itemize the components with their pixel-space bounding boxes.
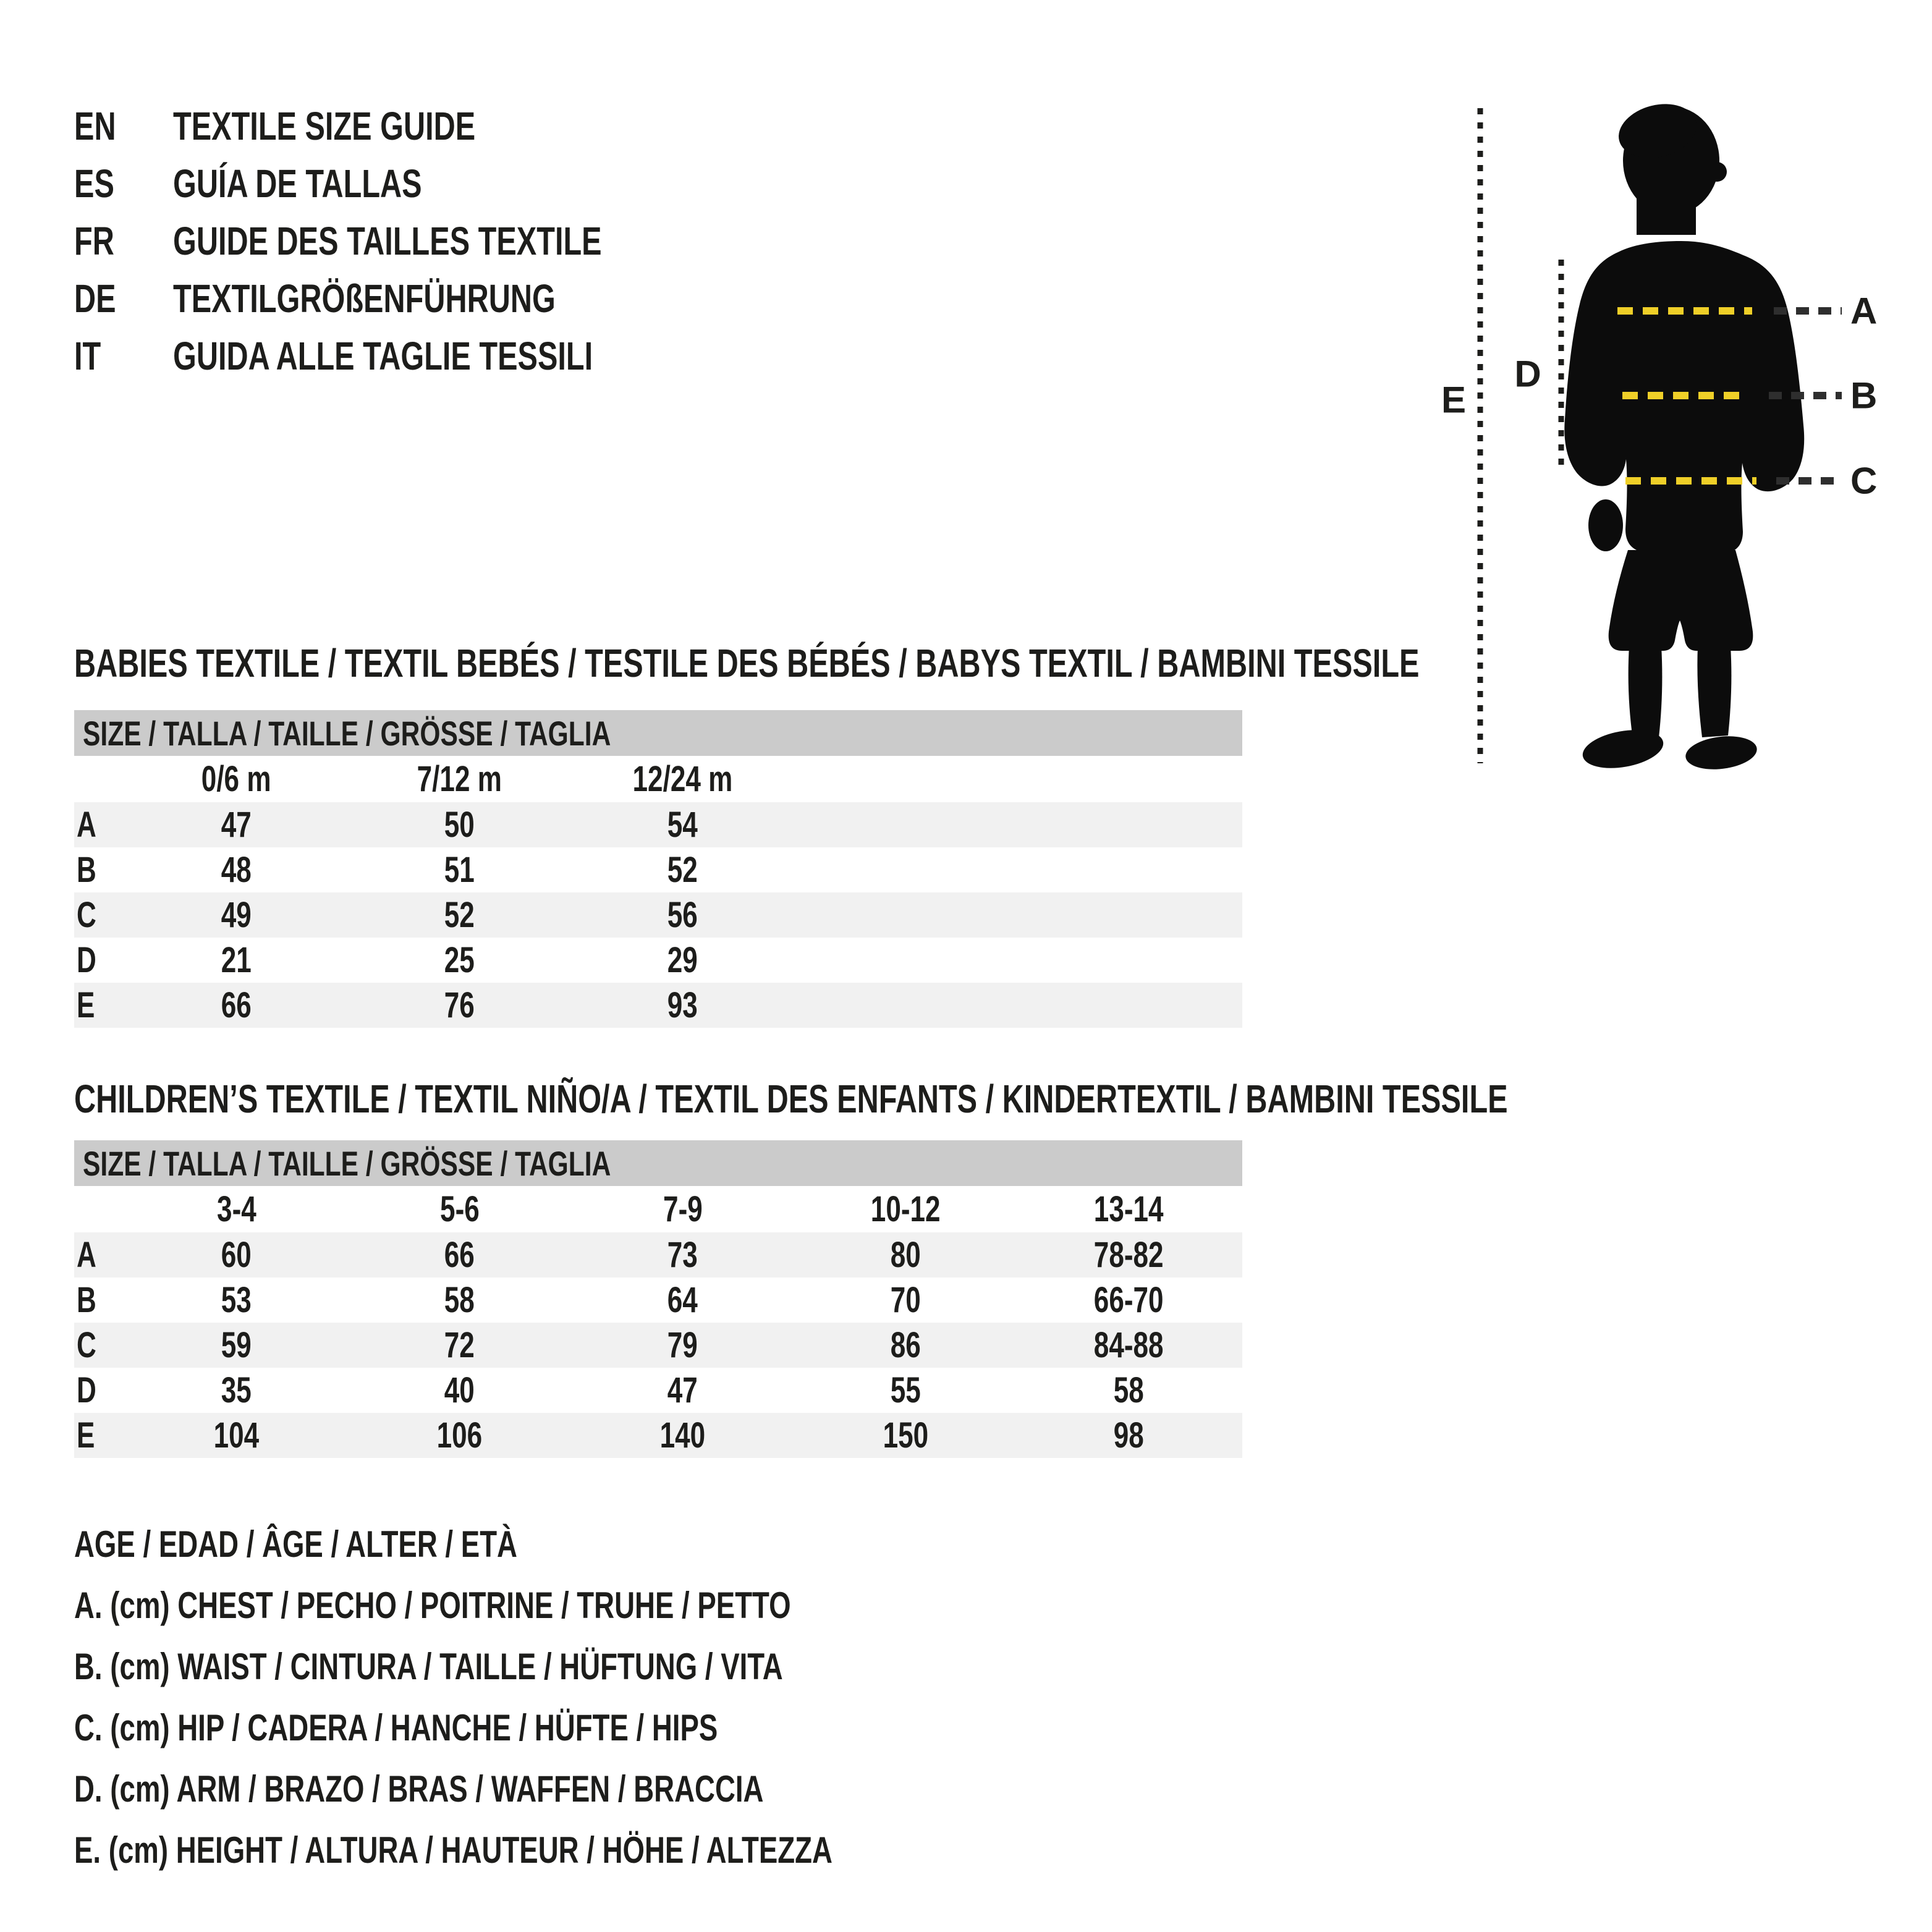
row-label: C [77, 1325, 96, 1365]
figure-label-a: A [1850, 290, 1878, 332]
language-code-en: EN [74, 103, 116, 148]
children-row-c [74, 1323, 1242, 1368]
babies-section-title: BABIES TEXTILE / TEXTIL BEBÉS / TESTILE DES BÉBÉS / BABYS TEXTIL / BAMBINI TESSILE [74, 641, 1420, 685]
table-cell: 21 [221, 940, 252, 980]
table-cell: 50 [444, 805, 475, 845]
table-cell: 40 [444, 1370, 475, 1410]
legend-line-arm: D. (cm) ARM / BRAZO / BRAS / WAFFEN / BRACCIA [74, 1768, 764, 1810]
table-cell: 29 [667, 940, 698, 980]
language-row-en [74, 97, 737, 155]
table-cell: 48 [221, 850, 252, 890]
row-label: D [77, 940, 96, 980]
row-label: C [77, 895, 96, 935]
table-cell: 66 [444, 1235, 475, 1275]
row-label: D [77, 1370, 96, 1410]
language-code-de: DE [74, 276, 116, 321]
language-row-fr [74, 212, 737, 269]
language-row-es [74, 155, 737, 212]
language-row-it [74, 327, 737, 384]
table-cell: 106 [436, 1415, 483, 1455]
babies-row-e [74, 983, 1242, 1028]
children-row-b [74, 1277, 1242, 1323]
table-cell: 66 [221, 985, 252, 1025]
babies-column-header-row [74, 756, 1242, 802]
row-label: A [77, 805, 96, 845]
babies-size-table [74, 710, 1242, 1028]
children-section-title: CHILDREN’S TEXTILE / TEXTIL NIÑO/A / TEXTIL DES ENFANTS / KINDERTEXTIL / BAMBINI TESSILE [74, 1077, 1508, 1121]
table-cell: 84-88 [1094, 1325, 1164, 1365]
title-es: GUÍA DE TALLAS [173, 161, 422, 206]
babies-column-header: 0/6 m [201, 759, 271, 799]
table-cell: 93 [667, 985, 698, 1025]
children-size-header-band: SIZE / TALLA / TAILLE / GRÖSSE / TAGLIA [74, 1140, 1242, 1186]
language-code-it: IT [74, 333, 101, 378]
table-cell: 98 [1113, 1415, 1145, 1455]
language-code-es: ES [74, 161, 114, 206]
table-cell: 49 [221, 895, 252, 935]
table-cell: 25 [444, 940, 475, 980]
language-row-de [74, 269, 737, 327]
legend-line-hip: C. (cm) HIP / CADERA / HANCHE / HÜFTE / HIPS [74, 1707, 718, 1748]
children-column-header: 5-6 [439, 1189, 480, 1229]
children-row-e [74, 1413, 1242, 1458]
babies-column-header: 7/12 m [417, 759, 502, 799]
table-cell: 79 [667, 1325, 698, 1365]
babies-row-a [74, 802, 1242, 847]
table-cell: 53 [221, 1280, 252, 1320]
figure-label-b: B [1850, 375, 1878, 417]
table-cell: 64 [667, 1280, 698, 1320]
table-cell: 55 [890, 1370, 922, 1410]
table-cell: 35 [221, 1370, 252, 1410]
table-cell: 59 [221, 1325, 252, 1365]
figure-label-c: C [1850, 460, 1878, 502]
table-cell: 73 [667, 1235, 698, 1275]
table-cell: 80 [890, 1235, 922, 1275]
table-cell: 72 [444, 1325, 475, 1365]
legend-line-age: AGE / EDAD / ÂGE / ALTER / ETÀ [74, 1523, 517, 1565]
language-code-fr: FR [74, 218, 114, 263]
row-label: E [77, 985, 95, 1025]
legend-line-waist: B. (cm) WAIST / CINTURA / TAILLE / HÜFTUNG / VITA [74, 1646, 783, 1687]
children-column-header: 10-12 [871, 1189, 941, 1229]
title-fr: GUIDE DES TAILLES TEXTILE [173, 218, 602, 263]
legend-line-chest: A. (cm) CHEST / PECHO / POITRINE / TRUHE / PETTO [74, 1585, 791, 1626]
children-column-header: 3-4 [216, 1189, 256, 1229]
babies-column-header: 12/24 m [632, 759, 733, 799]
title-it: GUIDA ALLE TAGLIE TESSILI [173, 333, 593, 378]
table-cell: 56 [667, 895, 698, 935]
table-cell: 54 [667, 805, 698, 845]
table-cell: 140 [659, 1415, 706, 1455]
children-column-header: 13-14 [1094, 1189, 1164, 1229]
table-cell: 76 [444, 985, 475, 1025]
row-label: B [77, 1280, 96, 1320]
children-row-d [74, 1368, 1242, 1413]
babies-row-b [74, 847, 1242, 892]
table-cell: 78-82 [1094, 1235, 1164, 1275]
figure-label-d: D [1514, 353, 1541, 395]
table-cell: 70 [890, 1280, 922, 1320]
table-cell: 52 [444, 895, 475, 935]
table-cell: 58 [444, 1280, 475, 1320]
table-cell: 86 [890, 1325, 922, 1365]
table-cell: 60 [221, 1235, 252, 1275]
children-column-header: 7-9 [663, 1189, 703, 1229]
measurement-legend [74, 1514, 1072, 1881]
table-cell: 47 [667, 1370, 698, 1410]
legend-line-height: E. (cm) HEIGHT / ALTURA / HAUTEUR / HÖHE / ALTEZZA [74, 1829, 833, 1871]
language-title-block [74, 97, 737, 384]
row-label: A [77, 1235, 96, 1275]
children-column-header-row [74, 1186, 1242, 1232]
babies-size-header-band: SIZE / TALLA / TAILLE / GRÖSSE / TAGLIA [74, 710, 1242, 756]
table-cell: 47 [221, 805, 252, 845]
row-label: B [77, 850, 96, 890]
row-label: E [77, 1415, 95, 1455]
figure-label-e: E [1441, 379, 1467, 421]
table-cell: 66-70 [1094, 1280, 1164, 1320]
table-cell: 150 [883, 1415, 929, 1455]
table-cell: 52 [667, 850, 698, 890]
title-en: TEXTILE SIZE GUIDE [173, 103, 476, 148]
children-row-a [74, 1232, 1242, 1277]
babies-row-c [74, 892, 1242, 938]
babies-row-d [74, 938, 1242, 983]
title-de: TEXTILGRÖßENFÜHRUNG [173, 276, 556, 321]
children-size-table [74, 1140, 1242, 1458]
table-cell: 58 [1113, 1370, 1145, 1410]
child-silhouette-figure [1440, 93, 1910, 803]
table-cell: 104 [213, 1415, 260, 1455]
table-cell: 51 [444, 850, 475, 890]
